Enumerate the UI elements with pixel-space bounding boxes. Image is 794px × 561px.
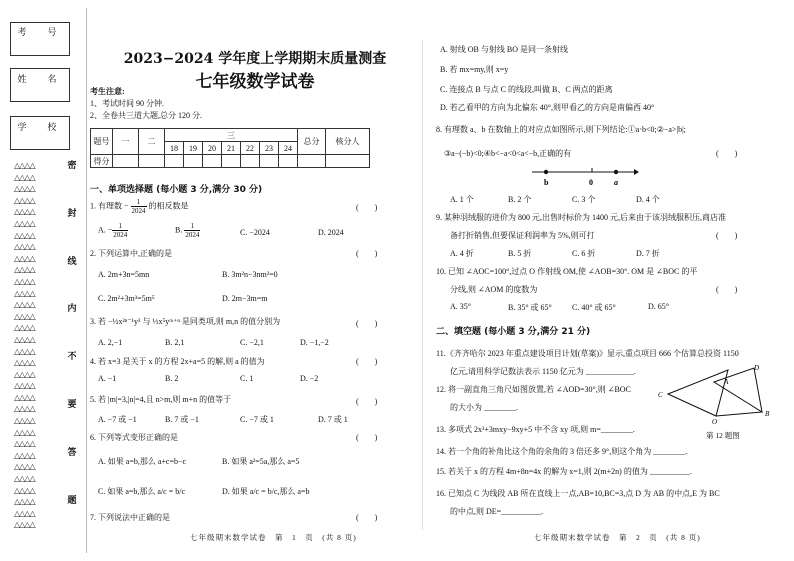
label-b: b [544, 178, 549, 187]
triangle-2 [714, 368, 762, 412]
q3-option-a: A. 2,−1 [98, 338, 123, 347]
q3-option-c: C. −2,1 [240, 338, 264, 347]
q6-option-b: B. 如果 a²=5a,那么 a=5 [222, 457, 300, 466]
point-b [544, 170, 548, 174]
question-16: 16. 已知点 C 为线段 AB 所在直线上一点,AB=10,BC=3,点 D 为 AB 的中点,E 为 BC [436, 489, 720, 498]
question-6: 6. 下列等式变形正确的是 [90, 433, 178, 442]
answer-paren: ( ) [356, 357, 378, 366]
line-ob [716, 412, 762, 416]
q2-option-b: B. 3m²n−3nm²=0 [222, 270, 278, 279]
question-16-cont: 的中点,则 DE=__________. [450, 507, 544, 516]
score-header-total: 总分 [298, 129, 326, 155]
question-5: 5. 若 |m|=3,|n|=4,且 n>m,则 m+n 的值等于 [90, 395, 232, 404]
question-13: 13. 多项式 2x³+3mxy−9xy+5 中不含 xy 项,则 m=________. [436, 425, 635, 434]
label-A: A [724, 378, 729, 386]
q1-option-a: A. − $\frac{1}{2024}$ [98, 222, 128, 239]
q8-option-c: C. 3 个 [572, 195, 596, 204]
answer-paren: ( ) [716, 231, 738, 240]
footer-page-1: 七年级期末数学试卷 第 1 页 (共 8 页) [190, 533, 357, 542]
seal-char: 题 [67, 494, 77, 505]
school-label: 学 校 [17, 122, 63, 132]
q10-option-d: D. 65° [648, 302, 669, 311]
section1-title: 一、单项选择题 (每小题 3 分,满分 30 分) [90, 185, 263, 195]
question-7: 7. 下列说法中正确的是 [90, 513, 170, 522]
seal-char: 密 [67, 160, 77, 170]
question-11: 11.《齐齐哈尔 2023 年重点建设项目计划(草案)》显示,重点项目 666 个估算总投资 1150 [436, 349, 739, 358]
question-1: 1. 有理数 − $\frac{1}{2024}$ 的相反数是 [90, 198, 189, 215]
seal-line [86, 8, 87, 553]
question-9-cont: 备打折销售,但要保证利润率为 5%,则可打 [450, 231, 595, 240]
score-header-checker: 核分人 [326, 129, 370, 155]
q7-option-a: A. 射线 OB 与射线 BO 是同一条射线 [440, 45, 569, 54]
score-sub-22: 22 [241, 142, 260, 155]
notice-1: 1、考试时间 90 分钟. [90, 99, 164, 108]
exam-number-label: 考 号 [17, 27, 63, 37]
q8-option-d: D. 4 个 [636, 195, 660, 204]
q5-option-b: B. 7 或 −1 [165, 415, 199, 424]
question-4: 4. 若 x=3 是关于 x 的方程 2x+a=5 的解,则 a 的值为 [90, 357, 265, 366]
seal-char: 封 [67, 207, 77, 218]
score-sub-18: 18 [165, 142, 184, 155]
q9-option-a: A. 4 折 [450, 249, 474, 258]
answer-paren: ( ) [356, 397, 378, 406]
answer-paren: ( ) [716, 285, 738, 294]
notice-title: 考生注意: [90, 87, 125, 96]
score-sub-19: 19 [184, 142, 203, 155]
question-8-cont: ③a−(−b)<0;④b<−a<0<a<−b,正确的有 [444, 149, 572, 158]
seal-char: 线 [67, 255, 77, 266]
answer-paren: ( ) [356, 513, 378, 522]
answer-paren: ( ) [356, 203, 378, 212]
score-row-label: 得分 [91, 155, 113, 168]
exam-subtitle: 七年级数学试卷 [195, 72, 315, 92]
q2-option-d: D. 2m−3m=m [222, 294, 268, 303]
triangle-figure [654, 362, 774, 424]
question-10-cont: 分线,则 ∠AOM 的度数为 [450, 285, 538, 294]
q5-option-a: A. −7 或 −1 [98, 415, 137, 424]
label-D: D [754, 364, 760, 372]
q7-option-b: B. 若 mx=my,则 x=y [440, 65, 509, 74]
q4-option-b: B. 2 [165, 374, 179, 383]
arrow-icon [634, 169, 639, 175]
answer-paren: ( ) [716, 149, 738, 158]
score-sub-21: 21 [222, 142, 241, 155]
q3-option-b: B. 2,1 [165, 338, 185, 347]
label-B: B [765, 410, 770, 418]
footer-page-2: 七年级期末数学试卷 第 2 页 (共 8 页) [534, 533, 701, 542]
answer-paren: ( ) [356, 319, 378, 328]
q7-option-c: C. 连接点 B 与点 C 的线段,叫做 B、C 两点的距离 [440, 85, 613, 94]
seal-triangle-pattern: △△△△ △△△△ △△△△ △△△△ △△△△ △△△△ △△△△ △△△△ △△△△ △△△△ △△△△ △△△△ △△△△ △△△△ △△△△ △△△△ △△△△ △△△△ △△△△ △△△△ △△△△ △△△△ △△△△ △△△△ △△△△ △△△△ △△△△ △△△△ △△△△ △△△△ △△△△ △△△△ [14, 161, 35, 530]
q4-option-c: C. 1 [240, 374, 254, 383]
score-header-2: 二 [139, 129, 165, 155]
q5-option-d: D. 7 或 1 [318, 415, 348, 424]
figure-12-caption: 第 12 题图 [706, 431, 740, 440]
answer-paren: ( ) [356, 249, 378, 258]
q2-option-c: C. 2m²+3m³=5m⁵ [98, 294, 155, 303]
score-table [90, 128, 370, 168]
q5-option-c: C. −7 或 1 [240, 415, 274, 424]
q10-option-a: A. 35° [450, 302, 471, 311]
q1-fraction: $\frac{1}{2024}$ [131, 198, 146, 215]
score-sub-20: 20 [203, 142, 222, 155]
seal-char: 答 [67, 446, 77, 457]
triangle-1 [668, 370, 728, 416]
q10-option-c: C. 40° 或 65° [572, 303, 616, 312]
q6-option-a: A. 如果 a=b,那么 a+c=b−c [98, 457, 187, 466]
page-divider [422, 40, 423, 530]
q6-option-c: C. 如果 a=b,那么 a/c = b/c [98, 487, 186, 496]
name-label: 姓 名 [17, 74, 63, 84]
label-O: O [712, 418, 718, 424]
notice-2: 2、全卷共三道大题,总分 120 分. [90, 111, 202, 120]
q6-option-d: D. 如果 a/c = b/c,那么 a=b [222, 487, 310, 496]
label-C: C [658, 391, 663, 399]
seal-line-text [66, 160, 78, 542]
score-header-qno: 题号 [91, 129, 113, 155]
question-2: 2. 下列运算中,正确的是 [90, 249, 172, 258]
point-a [614, 170, 618, 174]
question-8: 8. 有理数 a、b 在数轴上的对应点如图所示,则下列结论:①a·b<0;②−a>|b|; [436, 125, 686, 134]
q4-option-d: D. −2 [300, 374, 319, 383]
answer-paren: ( ) [356, 433, 378, 442]
q4-option-a: A. −1 [98, 374, 117, 383]
score-header-1: 一 [113, 129, 139, 155]
question-15: 15. 若关于 x 的方程 4m+8n=4x 的解为 x=1,则 2(m+2n) 的值为 __________. [436, 467, 692, 476]
q1-option-d: D. 2024 [318, 228, 344, 237]
q1-option-b: B. $\frac{1}{2024}$ [175, 222, 200, 239]
q10-option-b: B. 35° 或 65° [508, 303, 552, 312]
seal-char: 内 [67, 303, 77, 314]
question-3: 3. 若 −½x²ⁿ⁻¹y³ 与 ⅓x⁵yᵐ⁺ⁿ 是同类项,则 m,n 的值分别为 [90, 317, 281, 326]
question-14: 14. 若一个角的补角比这个角的余角的 3 倍还多 9°,则这个角为 ________. [436, 447, 688, 456]
score-sub-23: 23 [260, 142, 279, 155]
q8-option-b: B. 2 个 [508, 195, 532, 204]
q8-option-a: A. 1 个 [450, 195, 474, 204]
q3-option-d: D. −1,−2 [300, 338, 329, 347]
question-11-cont: 亿元,请用科学记数法表示 1150 亿元为 ____________. [450, 367, 636, 376]
q9-option-d: D. 7 折 [636, 249, 660, 258]
section2-title: 二、填空题 (每小题 3 分,满分 21 分) [436, 327, 591, 337]
question-12-cont: 的大小为 ________. [450, 403, 518, 412]
number-line-figure [530, 160, 640, 188]
score-sub-24: 24 [279, 142, 298, 155]
question-12: 12. 将一副直角三角尺如图放置,若 ∠AOD=30°,则 ∠BOC [436, 385, 631, 394]
q9-option-b: B. 5 折 [508, 249, 532, 258]
q9-option-c: C. 6 折 [572, 249, 596, 258]
seal-char: 不 [67, 351, 77, 362]
q1-option-c: C. −2024 [240, 228, 270, 237]
label-a: a [614, 178, 618, 187]
exam-title: 2023−2024 学年度上学期期末质量测查 [123, 51, 387, 67]
question-10: 10. 已知 ∠AOC=100°,过点 O 作射线 OM,使 ∠AOB=30°. OM 是 ∠BOC 的平 [436, 267, 698, 276]
q7-option-d: D. 若乙看甲的方向为北偏东 40°,则甲看乙的方向是南偏西 40° [440, 103, 655, 112]
q2-option-a: A. 2m+3n=5mn [98, 270, 150, 279]
question-9: 9. 某种羽绒服的进价为 800 元,出售时标价为 1400 元,后来由于该羽绒服积压,商店准 [436, 213, 726, 222]
seal-char: 要 [67, 398, 77, 409]
label-0: 0 [589, 178, 593, 187]
score-header-3: 三 [165, 129, 298, 142]
